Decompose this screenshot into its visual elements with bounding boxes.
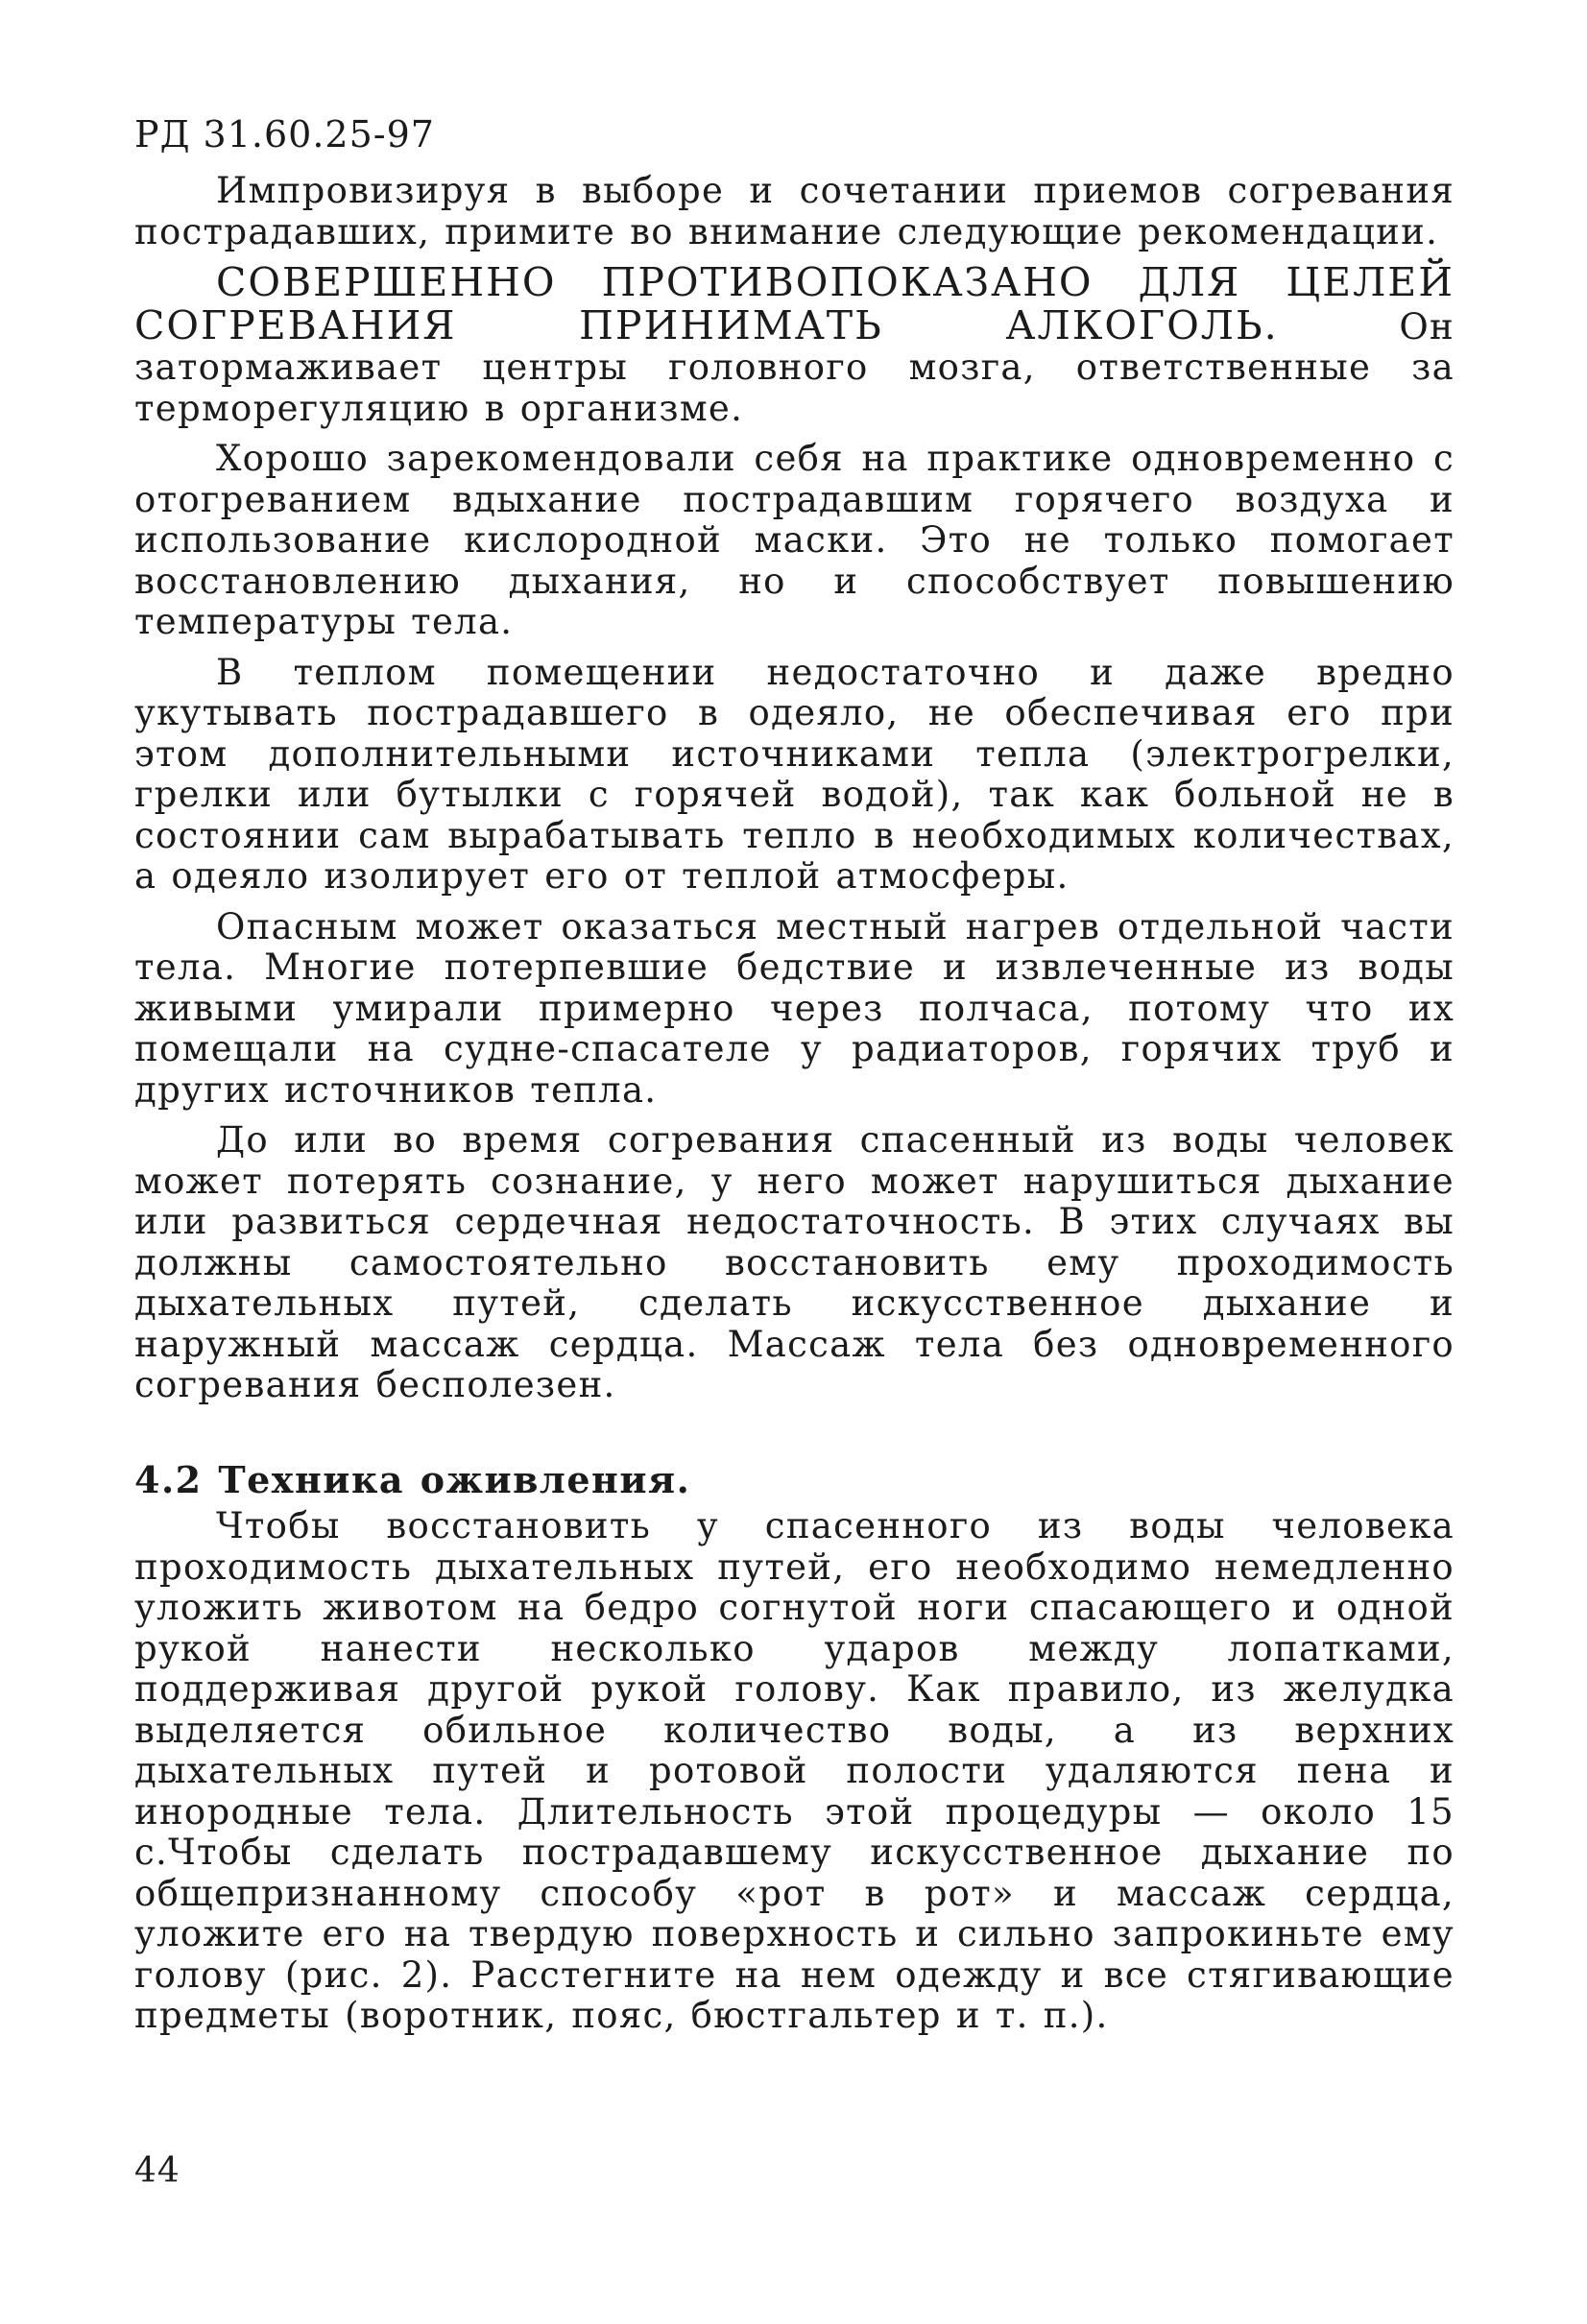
page-number: 44 [134, 2151, 180, 2191]
alcohol-warning-rest: Он затормаживает центры головного мозга, ответственные за терморегуляцию в организме. [134, 305, 1455, 429]
paragraph-loss-of-consciousness: До или во время согревания спасенный из воды человек может потерять сознание, у него может нарушиться дыхание или развиться сердечная недостаточность. В этих случаях вы должны самостоятельно восстановить ему проходимость дыхательных путей, сделать искусственное дыхание и наружный массаж сердца. Массаж тела без одновременного согревания бесполезен. [134, 1119, 1455, 1405]
paragraph-blanket: В теплом помещении недостаточно и даже вредно укутывать пострадавшего в одеяло, не обеспечивая его при этом дополнительными источниками тепла (электрогрелки, грелки или бутылки с горячей водой), так как больной не в состоянии сам вырабатывать тепло в необходимых количествах, а одеяло изолирует его от теплой атмосферы. [134, 651, 1455, 897]
paragraph-local-heating: Опасным может оказаться местный нагрев отдельной части тела. Многие потерпевшие бедствие и извлеченные из воды живыми умирали примерно через полчаса, потому что их помещали на судне-спасателе у радиаторов, горячих труб и других источников тепла. [134, 905, 1455, 1111]
paragraph-improvisation: Импровизируя в выборе и сочетании приемов согревания пострадавших, примите во внимание следующие рекомендации. [134, 170, 1455, 252]
paragraph-alcohol-warning [134, 259, 1455, 429]
document-body [134, 171, 1455, 2047]
paragraph-resuscitation-technique: Чтобы восстановить у спасенного из воды человека проходимость дыхательных путей, его необходимо немедленно уложить животом на бедро согнутой ноги спасающего и одной рукой нанести несколько ударов между лопатками, поддерживая другой рукой голову. Как правило, из желудка выделяется обильное количество воды, а из верхних дыхательных путей и ротовой полости удаляются пена и инородные тела. Длительность этой процедуры — около 15 с.Чтобы сделать пострадавшему искусственное дыхание по общепризнанному способу «рот в рот» и массаж сердца, уложите его на твердую поверхность и сильно запрокиньте ему голову (рис. 2). Расстегните на нем одежду и все стягивающие предметы (воротник, пояс, бюстгальтер и т. п.). [134, 1505, 1455, 2036]
section-heading: 4.2 Техника оживления. [134, 1457, 691, 1501]
alcohol-warning-caps: СОВЕРШЕННО ПРОТИВОПОКАЗАНО ДЛЯ ЦЕЛЕЙ СОГРЕВАНИЯ ПРИНИМАТЬ АЛКОГОЛЬ. [134, 259, 1455, 348]
paragraph-oxygen-mask: Хорошо зарекомендовали себя на практике одновременно с отогреванием вдыхание пострадавшим горячего воздуха и использование кислородной маски. Это не только помогает восстановлению дыхания, но и способствует повышению температуры тела. [134, 438, 1455, 642]
document-code: РД 31.60.25-97 [134, 113, 435, 156]
